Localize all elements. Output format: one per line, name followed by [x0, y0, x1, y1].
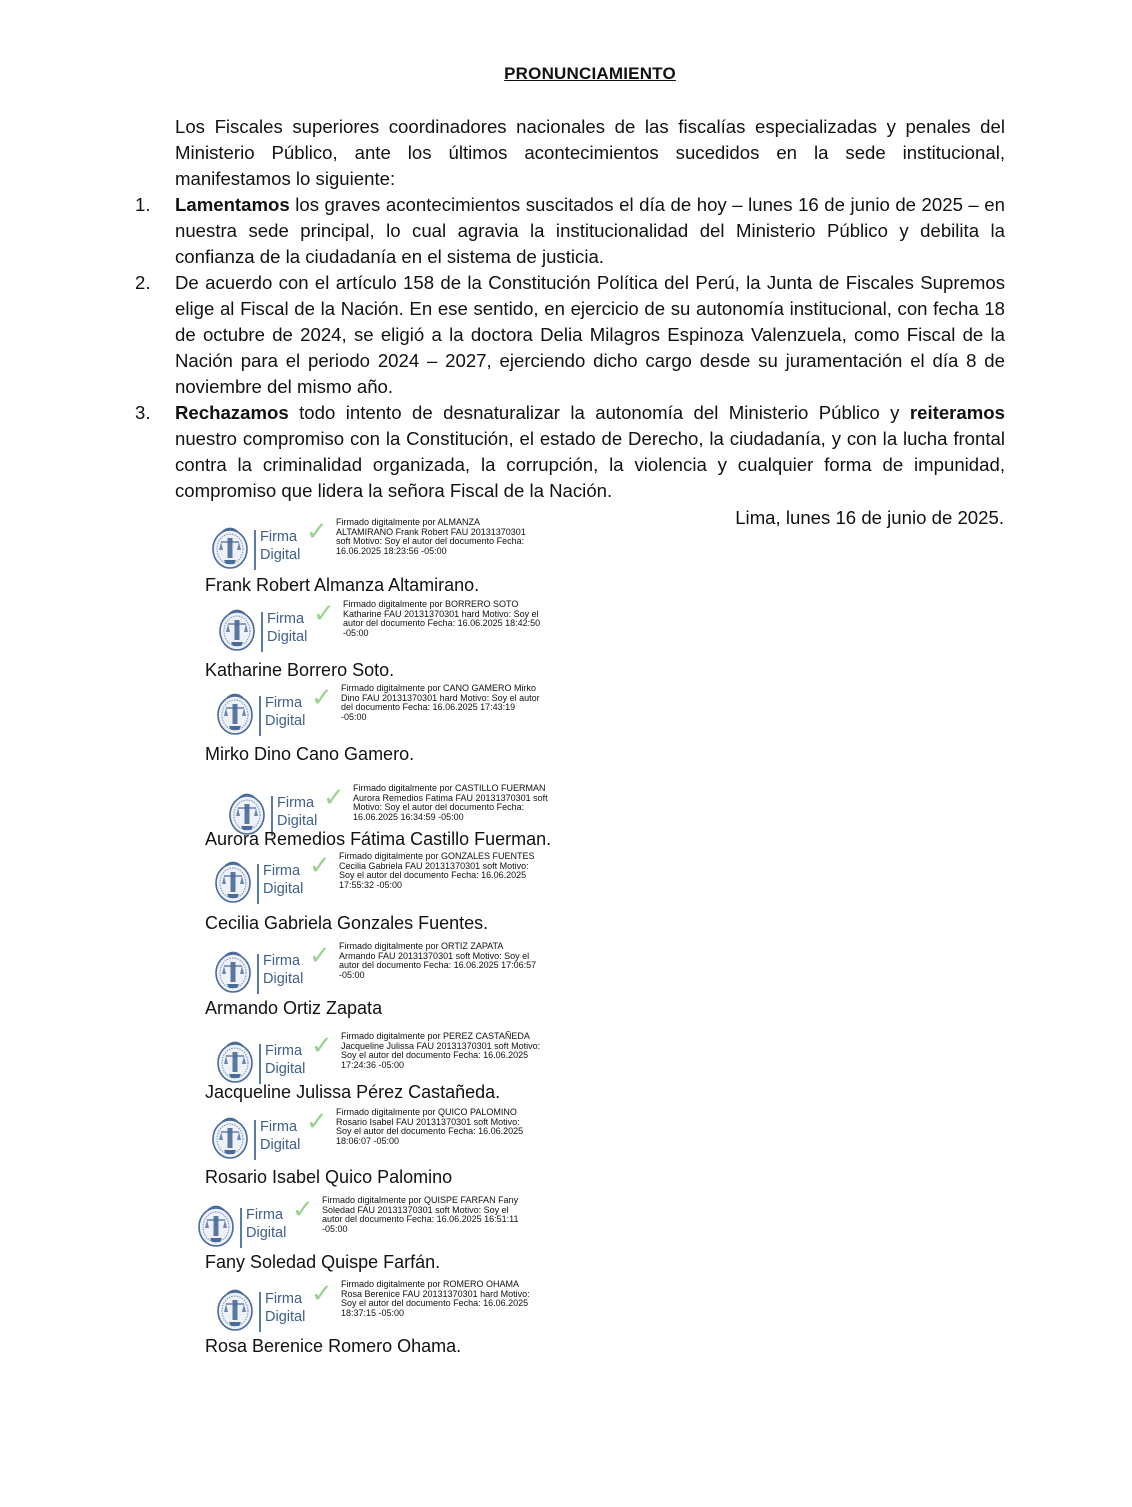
- firma-word: Firma: [260, 529, 298, 545]
- digital-word: Digital: [267, 629, 308, 645]
- ministerio-publico-seal-icon: [210, 1114, 250, 1160]
- firma-digital-label: [267, 610, 307, 646]
- list-item: [135, 192, 1005, 270]
- stamp-divider: [259, 696, 261, 736]
- stamp-divider: [254, 1120, 256, 1160]
- firma-digital-label: [263, 952, 303, 988]
- digital-word: Digital: [246, 1225, 287, 1241]
- checkmark-icon: ✓: [311, 1030, 333, 1060]
- ministerio-publico-seal-icon: [215, 1038, 255, 1084]
- item-bold-verb: Rechazamos: [175, 402, 289, 423]
- firma-word: Firma: [265, 1043, 303, 1059]
- digital-word: Digital: [260, 547, 301, 563]
- signer-name: Katharine Borrero Soto.: [205, 660, 395, 680]
- ministerio-publico-seal-icon: [213, 858, 253, 904]
- ministerio-publico-seal-icon: [215, 690, 255, 736]
- signature-metadata: Firmado digitalmente por ALMANZA ALTAMIRANO Frank Robert FAU 20131370301 soft Motivo: Soy el autor del documento Fecha: 16.06.2025 18:23:56 -05:00: [336, 517, 526, 557]
- firma-digital-label: [260, 1118, 300, 1154]
- firma-digital-label: [265, 1042, 305, 1078]
- digital-word: Digital: [260, 1137, 301, 1153]
- signer-name: Fany Soledad Quispe Farfán.: [205, 1252, 441, 1272]
- intro-paragraph: Los Fiscales superiores coordinadores nacionales de las fiscalías especializadas y penales del Ministerio Público, ante los últimos acontecimientos sucedidos en la sede institucional, manifestamos lo siguiente:: [175, 116, 1005, 189]
- firma-digital-label: [277, 794, 317, 830]
- item-bold-verb: Lamentamos: [175, 194, 290, 215]
- signer-name: Mirko Dino Cano Gamero.: [205, 744, 415, 764]
- signer-name: Frank Robert Almanza Altamirano.: [205, 575, 480, 595]
- place-and-date: Lima, lunes 16 de junio de 2025.: [735, 507, 1004, 528]
- item-number: 2.: [135, 272, 151, 293]
- item-text: De acuerdo con el artículo 158 de la Constitución Política del Perú, la Junta de Fiscales Supremos elige al Fiscal de la Nación. En ese sentido, en ejercicio de su autonomía institucional, con fecha 18 de octubre de 2024, se eligió a la doctora Delia Milagros Espinoza Valenzuela, como Fiscal de la Nación para el periodo 2024 – 2027, ejerciendo dicho cargo desde su juramentación el día 8 de noviembre del mismo año.: [175, 272, 1005, 397]
- item-text: los graves acontecimientos suscitados el día de hoy – lunes 16 de junio de 2025 – en nuestra sede principal, lo cual agravia la institucionalidad del Ministerio Público y debilita la confianza de la ciudadanía en el sistema de justicia.: [175, 194, 1005, 267]
- firma-digital-label: [260, 528, 300, 564]
- signer-name: Armando Ortiz Zapata: [205, 998, 383, 1018]
- checkmark-icon: ✓: [309, 940, 331, 970]
- stamp-divider: [254, 530, 256, 570]
- checkmark-icon: ✓: [311, 1278, 333, 1308]
- signature-metadata: Firmado digitalmente por CASTILLO FUERMAN Aurora Remedios Fatima FAU 20131370301 soft Motivo: Soy el autor del documento Fecha: 16.06.2025 16:34:59 -05:00: [353, 783, 548, 823]
- firma-word: Firma: [277, 795, 315, 811]
- ministerio-publico-seal-icon: [213, 948, 253, 994]
- stamp-divider: [261, 612, 263, 652]
- digital-signature-stamp[interactable]: [210, 518, 570, 578]
- firma-digital-label: [265, 694, 305, 730]
- stamp-divider: [259, 1044, 261, 1084]
- list-item: [135, 400, 1005, 504]
- stamp-divider: [257, 954, 259, 994]
- signature-metadata: Firmado digitalmente por ORTIZ ZAPATA Armando FAU 20131370301 soft Motivo: Soy el autor del documento Fecha: 16.06.2025 17:06:57 -05:00: [339, 941, 537, 981]
- item-text: nuestro compromiso con la Constitución, el estado de Derecho, la ciudadanía, y con la lucha frontal contra la criminalidad organizada, la corrupción, la violencia y cualquier forma de impunidad, compromiso que lidera la señora Fiscal de la Nación.: [175, 428, 1005, 501]
- item-bold-verb: reiteramos: [909, 402, 1005, 423]
- item-number: 1.: [135, 194, 151, 215]
- firma-word: Firma: [263, 863, 301, 879]
- digital-signature-stamp[interactable]: [217, 600, 577, 660]
- checkmark-icon: ✓: [313, 598, 335, 628]
- item-text: todo intento de desnaturalizar la autonomía del Ministerio Público y: [288, 402, 910, 423]
- checkmark-icon: ✓: [306, 1106, 328, 1136]
- stamp-divider: [259, 1292, 261, 1332]
- digital-signature-stamp[interactable]: [215, 1280, 575, 1340]
- digital-word: Digital: [263, 971, 304, 987]
- digital-word: Digital: [265, 713, 306, 729]
- digital-word: Digital: [265, 1061, 306, 1077]
- signature-metadata: Firmado digitalmente por ROMERO OHAMA Rosa Berenice FAU 20131370301 hard Motivo: Soy el autor del documento Fecha: 16.06.2025 18:37:15 -05:00: [341, 1279, 530, 1319]
- firma-word: Firma: [265, 695, 303, 711]
- checkmark-icon: ✓: [306, 516, 328, 546]
- firma-digital-label: [246, 1206, 286, 1242]
- checkmark-icon: ✓: [292, 1194, 314, 1224]
- digital-word: Digital: [265, 1309, 306, 1325]
- document-title: PRONUNCIAMIENTO: [504, 64, 676, 83]
- ministerio-publico-seal-icon: [210, 524, 250, 570]
- signature-metadata: Firmado digitalmente por PEREZ CASTAÑEDA Jacqueline Julissa FAU 20131370301 soft Motivo: Soy el autor del documento Fecha: 16.06.2025 17:24:36 -05:00: [341, 1031, 541, 1071]
- firma-word: Firma: [246, 1207, 284, 1223]
- item-number: 3.: [135, 402, 151, 423]
- signature-metadata: Firmado digitalmente por GONZALES FUENTES Cecilia Gabriela FAU 20131370301 soft Motivo: Soy el autor del documento Fecha: 16.06.2025 17:55:32 -05:00: [339, 851, 535, 891]
- firma-word: Firma: [267, 611, 305, 627]
- signature-metadata: Firmado digitalmente por QUICO PALOMINO Rosario Isabel FAU 20131370301 soft Motivo: Soy el autor del documento Fecha: 16.06.2025 18:06:07 -05:00: [336, 1107, 524, 1147]
- ministerio-publico-seal-icon: [215, 1286, 255, 1332]
- stamp-divider: [257, 864, 259, 904]
- list-item: [135, 270, 1005, 400]
- firma-digital-label: [265, 1290, 305, 1326]
- signer-name: Rosario Isabel Quico Palomino: [205, 1167, 453, 1187]
- firma-digital-label: [263, 862, 303, 898]
- digital-signature-stamp[interactable]: [215, 684, 575, 744]
- firma-word: Firma: [265, 1291, 303, 1307]
- digital-signature-stamp[interactable]: [210, 1108, 570, 1168]
- signature-metadata: Firmado digitalmente por CANO GAMERO Mirko Dino FAU 20131370301 hard Motivo: Soy el autor del documento Fecha: 16.06.2025 17:43:19 -05:00: [341, 683, 540, 723]
- firma-word: Firma: [260, 1119, 298, 1135]
- signature-metadata: Firmado digitalmente por QUISPE FARFAN Fany Soledad FAU 20131370301 soft Motivo: Soy el autor del documento Fecha: 16.06.2025 16:51:11 -05:00: [322, 1195, 519, 1235]
- checkmark-icon: ✓: [311, 682, 333, 712]
- digital-signature-stamp[interactable]: [213, 942, 573, 1002]
- signer-name: Rosa Berenice Romero Ohama.: [205, 1336, 462, 1356]
- signer-name: Jacqueline Julissa Pérez Castañeda.: [205, 1082, 501, 1102]
- statement-list: [135, 192, 1005, 504]
- checkmark-icon: ✓: [323, 782, 345, 812]
- ministerio-publico-seal-icon: [196, 1202, 236, 1248]
- signature-metadata: Firmado digitalmente por BORRERO SOTO Katharine FAU 20131370301 hard Motivo: Soy el autor del documento Fecha: 16.06.2025 18:42:50 -05:00: [343, 599, 541, 639]
- stamp-divider: [240, 1208, 242, 1248]
- digital-word: Digital: [277, 813, 318, 829]
- digital-signature-stamp[interactable]: [213, 852, 573, 912]
- checkmark-icon: ✓: [309, 850, 331, 880]
- digital-word: Digital: [263, 881, 304, 897]
- firma-word: Firma: [263, 953, 301, 969]
- signer-name: Aurora Remedios Fátima Castillo Fuerman.: [205, 829, 552, 849]
- ministerio-publico-seal-icon: [217, 606, 257, 652]
- signer-name: Cecilia Gabriela Gonzales Fuentes.: [205, 913, 489, 933]
- digital-signature-stamp[interactable]: [196, 1196, 556, 1256]
